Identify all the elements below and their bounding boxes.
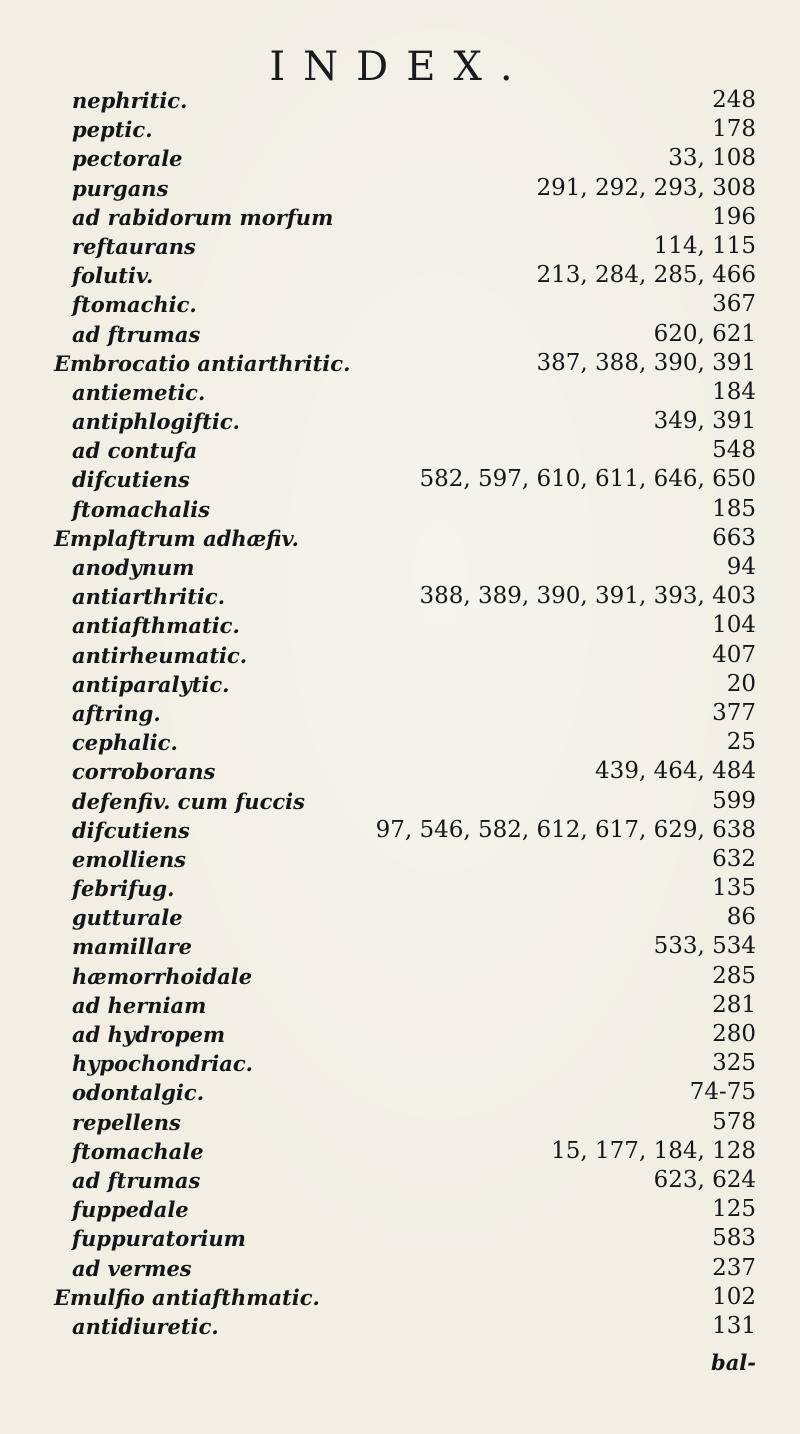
index-entry bbox=[60, 261, 760, 290]
entry-pages: 114, 115 bbox=[653, 232, 756, 259]
index-entry bbox=[60, 1108, 760, 1137]
entry-pages: 135 bbox=[712, 875, 756, 902]
entry-term: ad herniam bbox=[72, 992, 207, 1018]
entry-pages: 178 bbox=[712, 116, 756, 143]
entry-term: mamillare bbox=[72, 934, 193, 960]
entry-pages: 74-75 bbox=[689, 1079, 756, 1106]
index-entry bbox=[60, 232, 760, 261]
entry-term: difcutiens bbox=[72, 817, 190, 843]
entry-term: antiafthmatic. bbox=[72, 613, 240, 639]
index-entry bbox=[60, 699, 760, 728]
entry-term: antiparalytic. bbox=[72, 671, 230, 697]
entry-term: antiemetic. bbox=[72, 379, 206, 405]
entry-pages: 86 bbox=[726, 904, 756, 931]
index-entry bbox=[60, 115, 760, 144]
entry-pages: 583 bbox=[712, 1225, 756, 1252]
entry-term: Embrocatio antiarthritic. bbox=[54, 350, 351, 376]
entry-term: aftring. bbox=[72, 700, 161, 726]
index-entry bbox=[60, 1049, 760, 1078]
index-entry bbox=[60, 728, 760, 757]
index-entry bbox=[60, 86, 760, 115]
index-entry bbox=[54, 524, 760, 553]
index-entry bbox=[60, 1254, 760, 1283]
page-header: INDEX. bbox=[269, 44, 531, 90]
entry-pages: 25 bbox=[726, 729, 756, 756]
entry-pages: 237 bbox=[712, 1254, 756, 1281]
index-entry bbox=[60, 903, 760, 932]
entry-pages: 20 bbox=[726, 670, 756, 697]
entry-pages: 407 bbox=[712, 641, 756, 668]
entry-pages: 548 bbox=[712, 437, 756, 464]
entry-pages: 291, 292, 293, 308 bbox=[536, 174, 756, 201]
entry-pages: 582, 597, 610, 611, 646, 650 bbox=[419, 466, 756, 493]
index-entry bbox=[60, 611, 760, 640]
index-entry bbox=[60, 1078, 760, 1107]
index-entry bbox=[60, 582, 760, 611]
entry-term: cephalic. bbox=[72, 730, 178, 756]
index-entry bbox=[60, 144, 760, 173]
entry-pages: 377 bbox=[712, 699, 756, 726]
entry-pages: 632 bbox=[712, 845, 756, 872]
entry-term: febrifug. bbox=[72, 876, 175, 902]
entry-term: difcutiens bbox=[72, 467, 190, 493]
entry-pages: 196 bbox=[712, 203, 756, 230]
entry-term: peptic. bbox=[72, 117, 153, 143]
entry-term: antidiuretic. bbox=[72, 1313, 219, 1339]
index-entry bbox=[60, 757, 760, 786]
entry-pages: 94 bbox=[726, 554, 756, 580]
index-entry bbox=[60, 787, 760, 816]
index-entry bbox=[60, 407, 760, 436]
index-entry bbox=[60, 436, 760, 465]
entry-term: fuppedale bbox=[72, 1197, 189, 1223]
entry-pages: 533, 534 bbox=[653, 933, 756, 960]
entry-term: corroborans bbox=[72, 759, 216, 785]
entry-pages: 325 bbox=[712, 1050, 756, 1077]
entry-term: defenfiv. cum fuccis bbox=[72, 788, 305, 814]
entry-term: ftomachalis bbox=[72, 496, 211, 522]
entry-pages: 349, 391 bbox=[653, 408, 756, 435]
index-entry bbox=[60, 1195, 760, 1224]
index-entry bbox=[54, 349, 760, 378]
entry-pages: 280 bbox=[712, 1021, 756, 1047]
entry-pages: 578 bbox=[712, 1108, 756, 1135]
entry-term: hypochondriac. bbox=[72, 1051, 253, 1077]
entry-pages: 97, 546, 582, 612, 617, 629, 638 bbox=[375, 816, 756, 843]
entry-pages: 131 bbox=[712, 1312, 756, 1339]
entry-term: folutiv. bbox=[72, 263, 154, 289]
entry-term: antiarthritic. bbox=[72, 584, 226, 610]
index-entry bbox=[60, 290, 760, 319]
entry-pages: 439, 464, 484 bbox=[595, 758, 756, 785]
entry-term: ftomachic. bbox=[72, 292, 197, 318]
entry-pages: 367 bbox=[712, 291, 756, 318]
entry-pages: 599 bbox=[712, 787, 756, 814]
entry-term: antiphlogiftic. bbox=[72, 409, 240, 435]
entry-term: ad vermes bbox=[72, 1255, 192, 1281]
index-entry bbox=[60, 962, 760, 991]
entry-pages: 248 bbox=[712, 87, 756, 113]
index-entries bbox=[54, 86, 760, 1341]
entry-pages: 620, 621 bbox=[653, 320, 756, 347]
entry-term: anodynum bbox=[72, 555, 195, 580]
index-entry bbox=[60, 845, 760, 874]
entry-pages: 285 bbox=[712, 962, 756, 989]
entry-pages: 387, 388, 390, 391 bbox=[536, 349, 756, 376]
catchword: bal- bbox=[711, 1350, 756, 1375]
entry-pages: 623, 624 bbox=[653, 1166, 756, 1193]
entry-pages: 33, 108 bbox=[668, 145, 756, 172]
entry-term: gutturale bbox=[72, 905, 183, 931]
entry-term: nephritic. bbox=[72, 88, 188, 113]
index-entry bbox=[60, 465, 760, 494]
entry-term: purgans bbox=[72, 175, 169, 201]
entry-pages: 663 bbox=[712, 524, 756, 551]
index-entry bbox=[60, 203, 760, 232]
index-entry bbox=[60, 932, 760, 961]
index-entry bbox=[60, 991, 760, 1020]
entry-pages: 281 bbox=[712, 991, 756, 1018]
index-entry bbox=[60, 320, 760, 349]
index-entry bbox=[60, 174, 760, 203]
index-entry bbox=[60, 1020, 760, 1049]
index-entry bbox=[60, 670, 760, 699]
entry-term: reftaurans bbox=[72, 233, 196, 259]
entry-term: ad hydropem bbox=[72, 1022, 226, 1047]
index-entry bbox=[60, 816, 760, 845]
index-entry bbox=[60, 641, 760, 670]
entry-term: ad ftrumas bbox=[72, 1167, 201, 1193]
entry-term: Emplaftrum adhæfiv. bbox=[54, 525, 299, 551]
index-entry bbox=[60, 1224, 760, 1253]
entry-term: ad ftrumas bbox=[72, 321, 201, 347]
entry-pages: 388, 389, 390, 391, 393, 403 bbox=[419, 583, 756, 610]
entry-term: ad rabidorum morfum bbox=[72, 204, 334, 230]
entry-term: ftomachale bbox=[72, 1138, 204, 1164]
entry-term: odontalgic. bbox=[72, 1080, 205, 1106]
entry-pages: 125 bbox=[712, 1196, 756, 1223]
entry-pages: 185 bbox=[712, 495, 756, 522]
index-entry bbox=[60, 1312, 760, 1341]
index-entry bbox=[60, 1137, 760, 1166]
entry-term: ad contufa bbox=[72, 438, 198, 464]
entry-term: Emulfio antiafthmatic. bbox=[54, 1284, 320, 1310]
entry-term: hæmorrhoidale bbox=[72, 963, 253, 989]
index-entry bbox=[60, 378, 760, 407]
entry-term: repellens bbox=[72, 1109, 181, 1135]
entry-term: pectorale bbox=[72, 146, 183, 172]
entry-pages: 213, 284, 285, 466 bbox=[536, 262, 756, 289]
entry-pages: 104 bbox=[712, 612, 756, 639]
index-entry bbox=[60, 1166, 760, 1195]
entry-pages: 15, 177, 184, 128 bbox=[551, 1137, 756, 1164]
entry-pages: 102 bbox=[712, 1283, 756, 1310]
index-entry bbox=[54, 1283, 760, 1312]
entry-term: antirheumatic. bbox=[72, 642, 248, 668]
entry-term: emolliens bbox=[72, 846, 186, 872]
index-entry bbox=[60, 495, 760, 524]
entry-pages: 184 bbox=[712, 378, 756, 405]
index-entry bbox=[60, 553, 760, 582]
entry-term: fuppuratorium bbox=[72, 1226, 246, 1252]
index-entry bbox=[60, 874, 760, 903]
